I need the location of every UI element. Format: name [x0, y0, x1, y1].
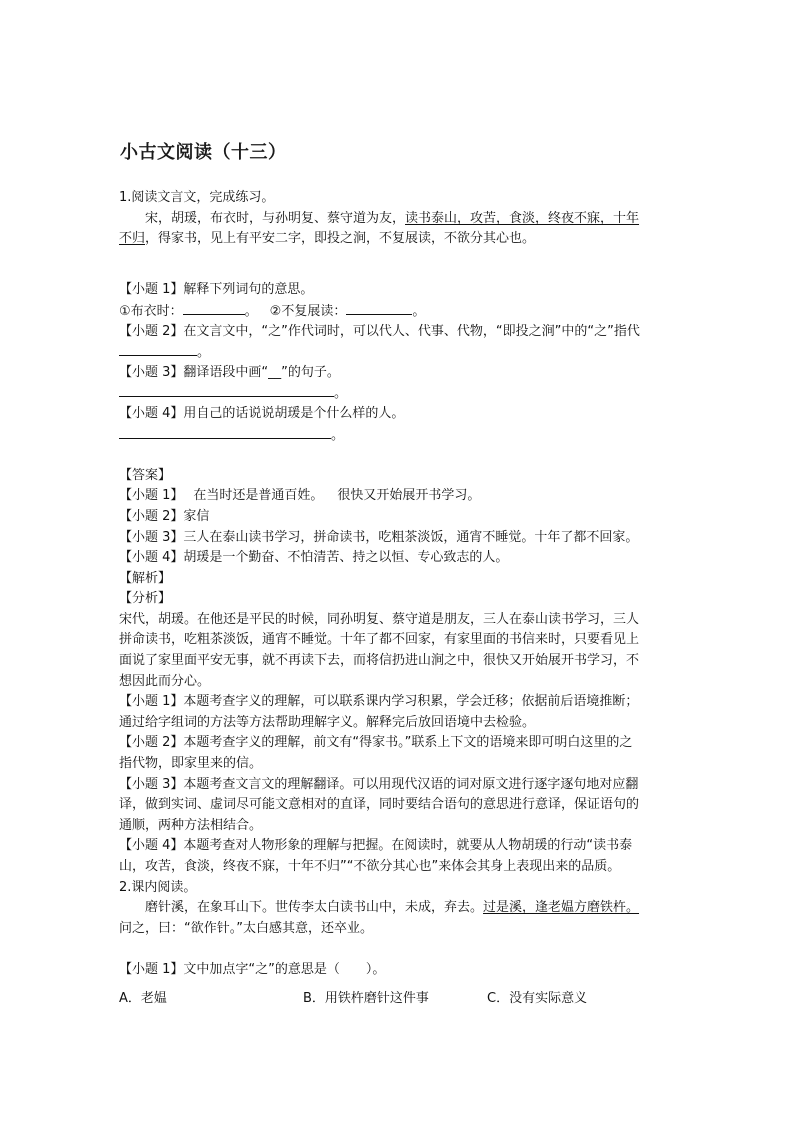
q1-sub3-end: 。	[334, 386, 348, 402]
q1-number: 1	[119, 190, 128, 205]
q2-intro-text: .课内阅读。	[127, 879, 197, 895]
q1-sub1-item2-label: ②不复展读：	[269, 303, 347, 319]
analysis-line: 指代物，即家里来的信。	[119, 756, 263, 772]
answer-1-label: 【小题 1】	[119, 488, 184, 504]
option-b[interactable]: B．用铁杵磨针这件事	[303, 990, 429, 1006]
analysis-subheading: 【分析】	[119, 591, 172, 607]
q1-sub1-item1-end: 。	[244, 303, 258, 319]
q1-sub4-end: 。	[331, 427, 345, 443]
q2-sub1-stem: 【小题 1】文中加点字“之”的意思是（ ）。	[119, 961, 386, 977]
q1-sub1-items	[119, 301, 691, 322]
answer-1-part2: 很快又开始展开书学习。	[337, 488, 481, 504]
answer-2: 【小题 2】家信	[119, 508, 210, 524]
q1-sub1-stem: 【小题 1】解释下列词句的意思。	[119, 282, 314, 298]
q1-sub2-answer-line	[119, 342, 691, 363]
analysis-line: 【小题 1】本题考查字义的理解，可以联系课内学习积累，学会迁移；依据前后语境推断；	[119, 694, 639, 710]
analysis-line: 宋代，胡瑗。在他还是平民的时候，同孙明复、蔡守道是朋友，三人在泰山读书学习，三人	[119, 611, 640, 627]
analysis-line: 【小题 4】本题考查对人物形象的理解与把握。在阅读时，就要从人物胡瑗的行动“读书泰	[119, 838, 633, 854]
q2-intro	[119, 878, 691, 899]
analysis-line: 拼命读书，吃粗茶淡饭，通宵不睡觉。十年了都不回家，有家里面的书信来时，只要看见上	[119, 632, 640, 648]
analysis-line: 【小题 3】本题考查文言文的理解翻译。可以用现代汉语的词对原文进行逐字逐句地对应翻	[119, 776, 639, 792]
answer-blank[interactable]	[119, 342, 197, 356]
q2-options	[119, 989, 691, 1011]
q1-passage-line-1	[119, 209, 691, 230]
answer-blank[interactable]	[119, 383, 334, 397]
q2-passage-text: 磨针溪，在象耳山下。世传李太白读书山中，未成，弃去。	[145, 900, 484, 916]
q1-sub2-end: 。	[197, 345, 211, 361]
q1-sub4-answer-line	[119, 425, 691, 446]
analysis-heading: 【解析】	[119, 570, 172, 586]
answer-blank[interactable]	[346, 301, 412, 315]
analysis-line: 通过给字组词的方法等方法帮助理解字义。解释完后放回语境中去检验。	[119, 714, 536, 730]
q1-passage-underlined-cont: 不归	[119, 231, 146, 247]
q1-passage-line-2	[119, 229, 691, 250]
analysis-line: 译，做到实词、虚词尽可能文意相对的直译，同时要结合语句的意思进行意译，保证语句的	[119, 797, 640, 813]
q1-passage-text-cont: ，得家书，见上有平安二字，即投之涧，不复展读，不欲分其心也。	[145, 231, 536, 247]
answer-blank[interactable]	[119, 425, 331, 439]
q1-passage-text: 宋，胡瑗，布衣时，与孙明复、蔡守道为友，	[145, 210, 406, 226]
answer-blank[interactable]	[183, 301, 245, 315]
q1-intro-text: .阅读文言文，完成练习。	[127, 190, 275, 205]
q1-passage-underlined: 读书泰山，攻苦，食淡，终夜不寐，十年	[405, 210, 640, 226]
analysis-line: 面说了家里面平安无事，就不再读下去，而将信扔进山涧之中，很快又开始展开书学习，不	[119, 653, 640, 669]
page-title: 小古文阅读（十三）	[120, 142, 287, 163]
analysis-line: 想因此而分心。	[119, 673, 211, 689]
q1-sub1-item2-end: 。	[412, 303, 426, 319]
q2-passage-line-2: 问之，曰：“欲作针。”太白感其意，还卒业。	[119, 920, 373, 936]
q1-sub3-answer-line	[119, 383, 691, 404]
q1-sub2-stem: 【小题 2】在文言文中，“之”作代词时，可以代人、代事、代物，“即投之涧”中的“之”指代	[119, 323, 640, 339]
analysis-line: 通顺，两种方法相结合。	[119, 817, 263, 833]
answer-1	[119, 486, 691, 507]
q1-sub1-item1-label: ①布衣时：	[119, 303, 183, 319]
answer-3: 【小题 3】三人在泰山读书学习，拼命读书，吃粗茶淡饭，通宵不睡觉。十年了都不回家。	[119, 529, 639, 545]
document-body	[119, 188, 691, 1011]
answer-4: 【小题 4】胡瑗是一个勤奋、不怕清苦、持之以恒、专心致志的人。	[119, 550, 509, 566]
q2-passage-underlined: 过是溪，逢老媪方磨铁杵。	[483, 900, 640, 916]
analysis-line: 【小题 2】本题考查字义的理解，前文有“得家书。”联系上下文的语境来即可明白这里的之	[119, 735, 633, 751]
q2-passage-line-1	[119, 898, 691, 919]
q1-sub4-stem: 【小题 4】用自己的话说说胡瑗是个什么样的人。	[119, 405, 405, 421]
answer-heading: 【答案】	[119, 467, 172, 483]
q1-intro	[119, 188, 691, 209]
q1-sub3-stem: 【小题 3】翻译语段中画“__”的句子。	[119, 364, 340, 380]
analysis-line: 山，攻苦，食淡，终夜不寐，十年不归”“不欲分其心也”来体会其身上表现出来的品质。	[119, 859, 621, 874]
option-a[interactable]: A．老媪	[119, 990, 167, 1006]
option-c[interactable]: C．没有实际意义	[487, 990, 588, 1006]
answer-1-part1: 在当时还是普通百姓。	[193, 488, 324, 504]
q2-number: 2	[119, 879, 128, 895]
